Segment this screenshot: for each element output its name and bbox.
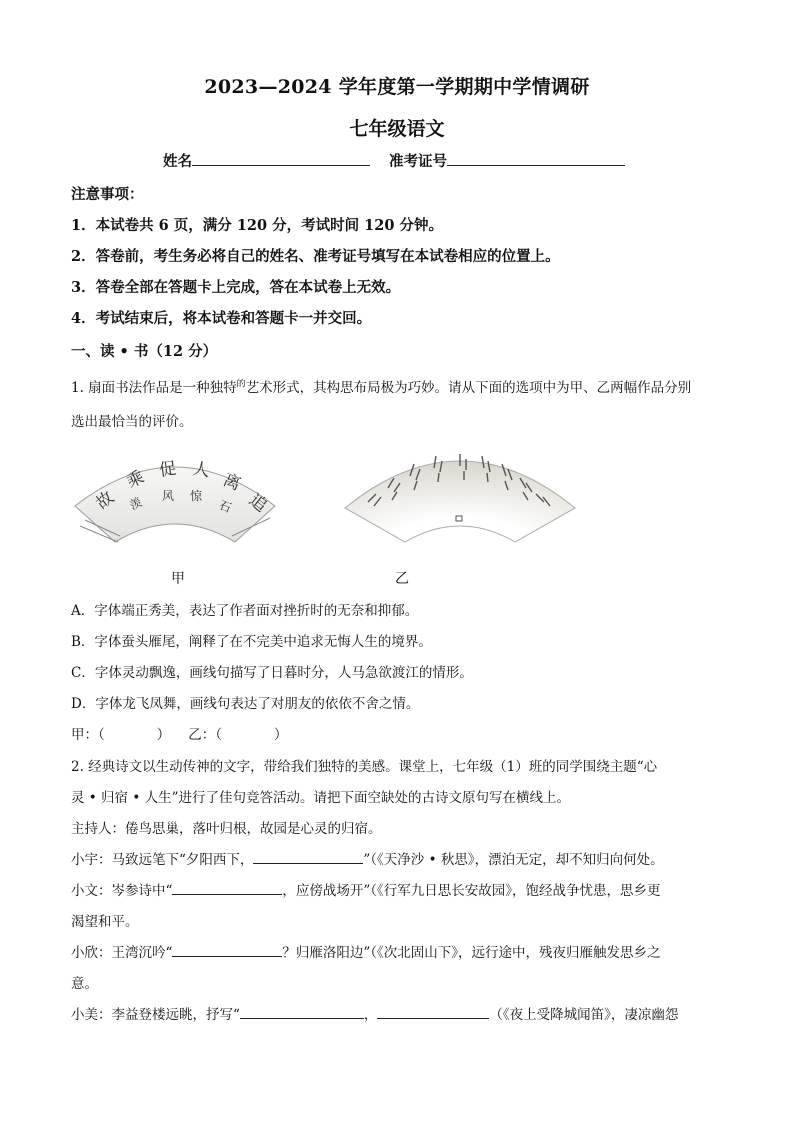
- exam-subtitle: 七年级语文: [349, 118, 445, 140]
- exam-no-label: 准考证号: [389, 153, 447, 170]
- q2-xiaoxin-line-2: 意。: [71, 976, 98, 992]
- xiaowen-blank[interactable]: [172, 880, 282, 895]
- svg-text:离: 离: [220, 470, 244, 496]
- xiaomei-text-c: （《夜上受降城闻笛》，凄凉幽怨: [489, 1007, 679, 1023]
- fan-jia-label: 甲: [171, 571, 185, 587]
- xiaomei-text-b: ，: [363, 1007, 378, 1023]
- name-label: 姓名: [163, 153, 192, 170]
- svg-text:风: 风: [162, 489, 175, 503]
- svg-text:人: 人: [191, 459, 211, 482]
- q1-option-c: C．字体灵动飘逸，画线句描写了日暮时分，人马急欲渡江的情形。: [71, 665, 473, 681]
- notice-item-4: 4．考试结束后，将本试卷和答题卡一并交回。: [71, 310, 372, 327]
- notice-item-1: 1．本试卷共 6 页，满分 120 分，考试时间 120 分钟。: [71, 217, 443, 234]
- answer-yi-close: ）: [274, 727, 288, 743]
- fan-yi-label: 乙: [395, 571, 409, 587]
- name-field[interactable]: [163, 150, 370, 171]
- xiaoyu-blank[interactable]: [253, 849, 363, 864]
- q1-line-1: [71, 376, 691, 396]
- xiaomei-blank-1[interactable]: [240, 1004, 364, 1019]
- q1-option-b: B．字体蚕头雁尾，阐释了在不完美中追求无悔人生的境界。: [71, 634, 432, 650]
- svg-text:石: 石: [216, 497, 234, 516]
- xiaoyu-text-a: 小宇：马致远笔下“夕阳西下，: [71, 852, 254, 868]
- xiaoyu-text-b: ”（《天净沙 • 秋思》，漂泊无定，却不知归向何处。: [363, 852, 664, 868]
- notice-item-2: 2．答卷前，考生务必将自己的姓名、准考证号填写在本试卷相应的位置上。: [71, 248, 560, 265]
- xiaomei-blank-2[interactable]: [377, 1004, 489, 1019]
- notice-item-3: 3．答卷全部在答题卡上完成，答在本试卷上无效。: [71, 279, 401, 296]
- svg-text:追: 追: [244, 490, 271, 517]
- svg-text:惊: 惊: [190, 489, 203, 503]
- q2-intro-line-2: 灵 • 归宿 • 人生”进行了佳句竞答活动。请把下面空缺处的古诗文原句写在横线上。: [71, 790, 570, 806]
- q2-host-line: 主持人：倦鸟思巢，落叶归根，故园是心灵的归宿。: [71, 821, 382, 837]
- section-1-heading: 一、读 • 书（12 分）: [71, 343, 218, 360]
- exam-no-blank[interactable]: [447, 151, 625, 166]
- fan-calligraphy-yi-image: [340, 432, 580, 544]
- svg-text:羡: 羡: [127, 494, 145, 513]
- q2-xiaowen-line: [71, 879, 661, 899]
- q1-option-a: A．字体端正秀美，表达了作者面对挫折时的无奈和抑郁。: [71, 603, 419, 619]
- answer-jia-close: ）: [156, 727, 171, 743]
- q1-text-a: 1. 扇面书法作品是一种独特: [71, 380, 237, 396]
- q1-text-b: 艺术形式，其构思布局极为巧妙。请从下面的选项中为甲、乙两幅作品分别: [245, 380, 692, 396]
- q2-xiaowen-line-2: 渴望和平。: [71, 914, 139, 930]
- xiaowen-text-b: ，应傍战场开”（《行军九日思长安故园》，饱经战争忧患，思乡更: [282, 883, 661, 899]
- xiaomei-text-a: 小美：李益登楼远眺，抒写“: [71, 1007, 240, 1023]
- svg-text:故: 故: [92, 487, 119, 514]
- q2-xiaomei-line: [71, 1003, 678, 1023]
- svg-text:乘: 乘: [123, 467, 148, 493]
- answer-jia-label: 甲：（: [71, 727, 105, 743]
- exam-title: 2023—2024 学年度第一学期期中学情调研: [204, 76, 590, 98]
- q1-superscript: 的: [236, 379, 246, 390]
- answer-yi-label: 乙：（: [188, 727, 222, 743]
- q2-intro-line-1: 2. 经典诗文以生动传神的文字，带给我们独特的美感。课堂上，七年级（1）班的同学围绕主题“心: [71, 759, 658, 775]
- q2-xiaoxin-line: [71, 941, 661, 961]
- xiaowen-text-a: 小文：岑参诗中“: [71, 883, 173, 899]
- q1-answer-row: [71, 723, 288, 743]
- fan-calligraphy-jia-image: [70, 438, 280, 548]
- xiaoxin-blank[interactable]: [172, 942, 282, 957]
- xiaoxin-text-b: ？归雁洛阳边”（《次北固山下》，远行途中，残夜归雁触发思乡之: [282, 945, 661, 961]
- name-blank[interactable]: [192, 151, 370, 166]
- xiaoxin-text-a: 小欣：王湾沉吟“: [71, 945, 173, 961]
- q1-option-d: D．字体龙飞凤舞，画线句表达了对朋友的依依不舍之情。: [71, 696, 420, 712]
- q2-xiaoyu-line: [71, 848, 664, 868]
- q1-line-2: 选出最恰当的评价。: [71, 414, 193, 430]
- svg-text:促: 促: [157, 458, 178, 481]
- notice-heading: 注意事项：: [71, 186, 144, 203]
- exam-no-field[interactable]: [389, 150, 625, 171]
